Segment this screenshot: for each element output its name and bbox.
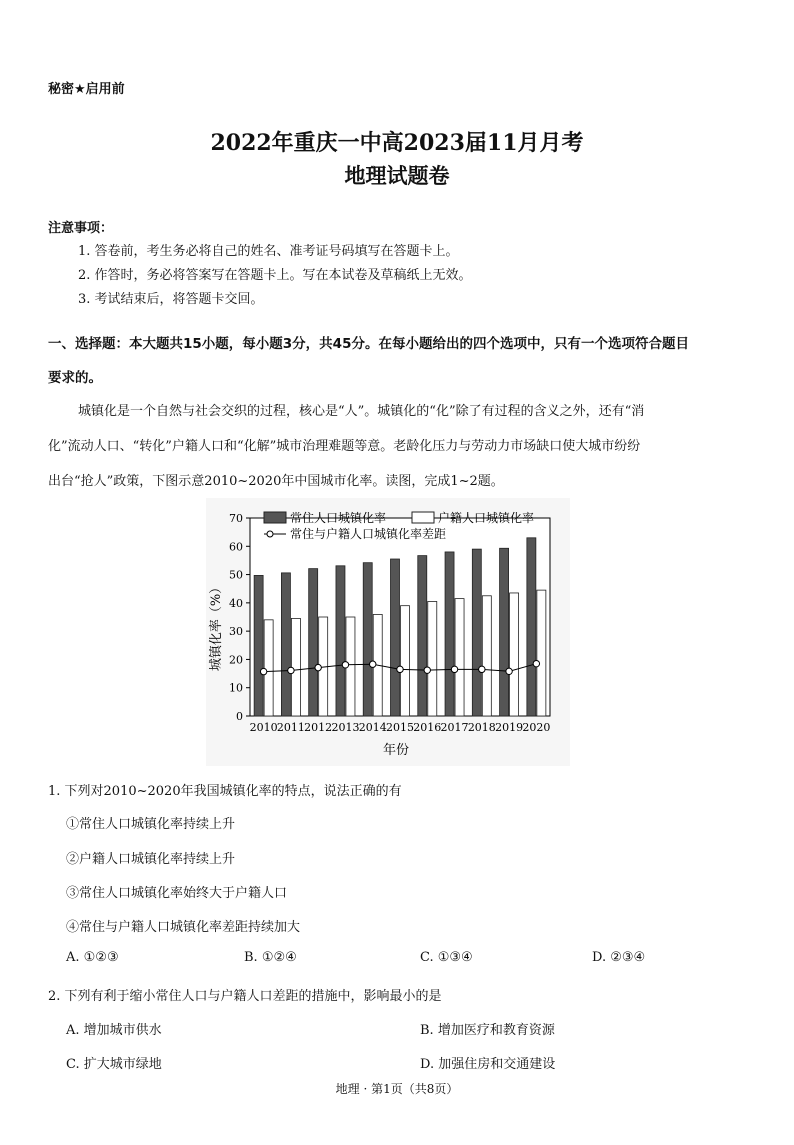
x-tick-label: 2018 [467,721,496,734]
section-heading: 一、选择题：本大题共15小题，每小题3分，共45分。在每小题给出的四个选项中，只有一个选项符合题目 [48,336,689,352]
legend-swatch-resident [264,512,286,523]
confidential-label: 秘密★启用前 [48,82,125,97]
question-1-stem: 1. 下列对2010~2020年我国城镇化率的特点，说法正确的有 [48,784,402,799]
statement-item: ②户籍人口城镇化率持续上升 [66,852,236,867]
gap-point [533,660,539,666]
y-tick-label: 30 [229,625,243,639]
notice-item: 2. 作答时，务必将答案写在答题卡上。写在本试卷及草稿纸上无效。 [78,268,472,283]
bar-resident [418,556,427,716]
gap-point [370,661,376,667]
bar-resident [254,575,263,716]
answer-option-c: C. 扩大城市绿地 [66,1057,162,1072]
bar-registered [455,599,464,716]
gap-point [506,668,512,674]
x-tick-label: 2012 [304,721,333,734]
legend-label-gap: 常住与户籍人口城镇化率差距 [290,527,447,541]
statement-item: ①常住人口城镇化率持续上升 [66,817,236,832]
gap-point [288,667,294,673]
gap-point [342,662,348,668]
gap-point [397,666,403,672]
question-2-stem: 2. 下列有利于缩小常住人口与户籍人口差距的措施中，影响最小的是 [48,989,442,1004]
gap-point [260,668,266,674]
bar-resident [445,552,454,716]
gap-point [479,666,485,672]
bar-registered [482,596,491,716]
y-tick-label: 60 [229,540,243,554]
y-tick-label: 70 [229,512,243,525]
gap-point [451,666,457,672]
gap-point [424,667,430,673]
bar-registered [291,618,300,716]
x-tick-label: 2013 [331,721,360,734]
answer-option-b: B. 增加医疗和教育资源 [420,1023,555,1038]
answer-option-c: C. ①③④ [420,950,473,965]
bar-resident [500,548,509,716]
urbanization-chart [206,498,570,766]
x-tick-label: 2015 [386,721,414,734]
answer-option-d: D. ②③④ [592,950,646,965]
x-axis-label: 年份 [382,743,410,758]
exam-title: 2022年重庆一中高2023届11月月考 [210,130,584,156]
y-tick-label: 50 [229,568,243,582]
exam-subtitle: 地理试题卷 [344,163,450,188]
legend-label-registered: 户籍人口城镇化率 [438,511,535,525]
passage-line: 出台“抢人”政策，下图示意2010~2020年中国城市化率。读图，完成1~2题。 [48,474,504,489]
notice-heading: 注意事项： [48,221,114,236]
x-tick-label: 2011 [276,721,305,734]
answer-option-a: A. 增加城市供水 [66,1023,162,1038]
bar-resident [309,569,318,716]
answer-option-d: D. 加强住房和交通建设 [420,1057,556,1072]
x-tick-label: 2014 [358,721,387,734]
notice-item: 1. 答卷前，考生务必将自己的姓名、准考证号码填写在答题卡上。 [78,244,459,259]
passage-line: 城镇化是一个自然与社会交织的过程，核心是“人”。城镇化的“化”除了有过程的含义之外，还有“消 [78,404,645,419]
bar-resident [527,538,536,716]
statement-item: ④常住与户籍人口城镇化率差距持续加大 [66,920,301,935]
bar-resident [363,563,372,716]
x-tick-label: 2020 [522,721,551,734]
answer-option-b: B. ①②④ [244,950,297,965]
bar-registered [428,601,437,716]
gap-point [315,664,321,670]
bar-resident [472,549,481,716]
bar-registered [510,593,519,716]
y-tick-label: 0 [236,710,243,723]
bar-registered [537,590,546,716]
bar-resident [391,559,400,716]
bar-resident [336,566,345,716]
x-tick-label: 2017 [440,721,469,734]
legend-swatch-registered [412,512,434,523]
answer-option-a: A. ①②③ [66,950,119,965]
bar-registered [401,606,410,716]
section-heading-cont: 要求的。 [48,370,102,386]
passage-line: 化”流动人口、“转化”户籍人口和“化解”城市治理难题等意。老龄化压力与劳动力市场缺口使大城市纷纷 [48,439,641,454]
legend-label-resident: 常住人口城镇化率 [290,511,387,525]
y-tick-label: 20 [229,653,243,667]
y-tick-label: 10 [229,681,243,695]
x-tick-label: 2019 [495,721,524,734]
statement-item: ③常住人口城镇化率始终大于户籍人口 [66,886,288,901]
legend-swatch-gap-marker [267,531,273,537]
y-axis-label: 城镇化率（%） [209,580,224,672]
page-footer: 地理 · 第1页（共8页） [335,1082,459,1096]
bar-resident [281,573,290,716]
x-tick-label: 2016 [413,721,442,734]
chart-svg [206,498,570,766]
y-tick-label: 40 [229,596,243,610]
notice-item: 3. 考试结束后，将答题卡交回。 [78,292,264,307]
bar-registered [264,620,273,716]
x-tick-label: 2010 [249,721,278,734]
